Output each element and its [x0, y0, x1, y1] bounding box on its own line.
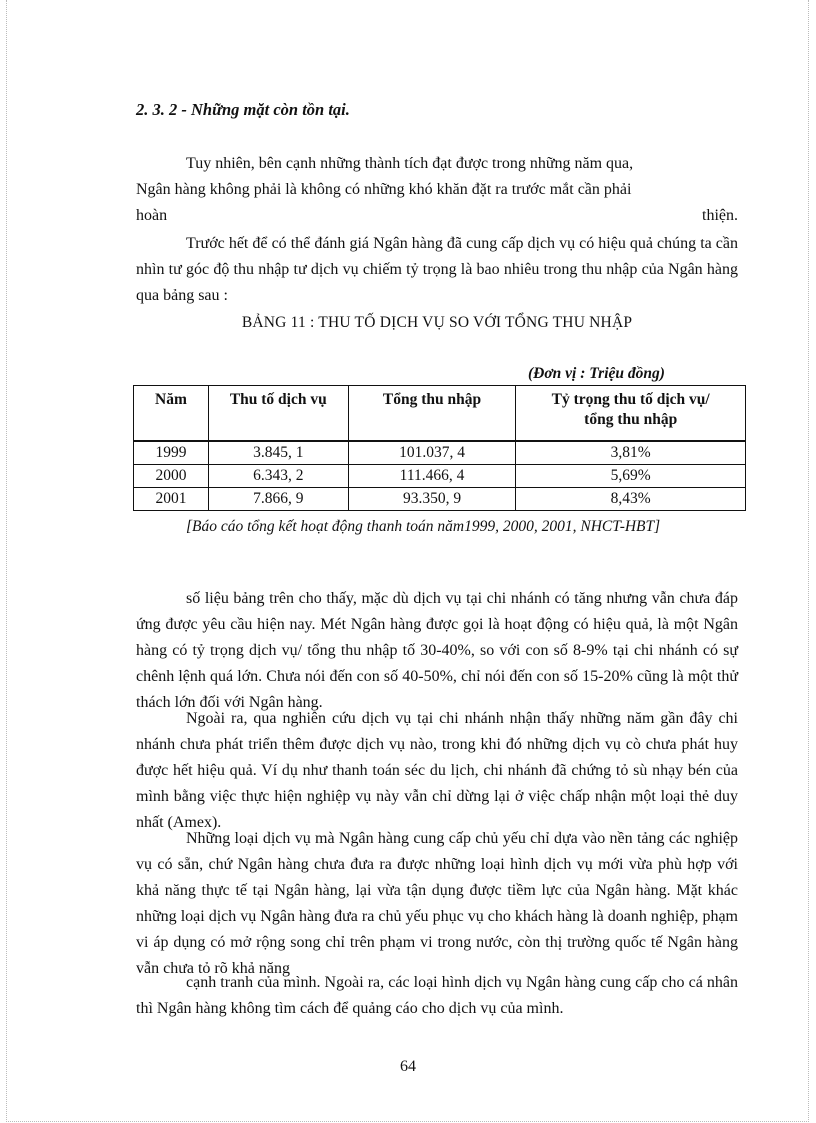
body-paragraph-2: Ngoài ra, qua nghiên cứu dịch vụ tại chi nhánh nhận thấy những năm gần đây chi nhánh chưa phát triển thêm được dịch vụ nào, trong khi đó những dịch vụ cò chưa phát huy được hết hiệu quả. Ví dụ như thanh toán séc du lịch, chi nhánh đã chứng tỏ sù nhạy bén của mình bằng việc thực hiện nghiệp vụ này vẫn chỉ dừng lại ở việc chấp nhận một loại thẻ duy nhất (Amex).: [136, 710, 738, 831]
intro-paragraph-1: [136, 151, 738, 229]
table-unit: (Đơn vị : Triệu đồng): [528, 365, 665, 382]
intro-line-3-left: hoàn: [136, 207, 168, 224]
cell-year: 2001: [134, 488, 209, 511]
intro-line-3: [136, 203, 738, 229]
body-paragraph-1: số liệu bảng trên cho thấy, mặc dù dịch vụ tại chi nhánh có tăng nhưng vẫn chưa đáp ứng được yêu cầu hiện nay. Mét Ngân hàng được gọi là hoạt động có hiệu quả, là một Ngân hàng có tỷ trọng dịch vụ/ tổng thu nhập tố 30-40%, so với con số 8-9% tại chi nhánh có sự chênh lệnh quá lớn. Chưa nói đến con số 40-50%, chỉ nói đến con số 15-20% cũng là một thử thách lớn đối với Ngân hàng.: [136, 590, 738, 711]
table-source-citation: [Báo cáo tổng kết hoạt động thanh toán năm1999, 2000, 2001, NHCT-HBT]: [186, 518, 661, 535]
cell-share: 8,43%: [516, 488, 746, 511]
intro-line-1: Tuy nhiên, bên cạnh những thành tích đạt được trong những năm qua,: [186, 155, 634, 172]
header-share: [516, 386, 746, 442]
section-heading: 2. 3. 2 - Những mặt còn tồn tại.: [136, 100, 350, 119]
header-year: Năm: [134, 386, 209, 442]
header-service-income: Thu tố dịch vụ: [208, 386, 348, 442]
header-share-line-1: Tỷ trọng thu tố dịch vụ/: [551, 391, 710, 408]
income-table: [133, 385, 746, 511]
intro-line-3-right: thiện.: [702, 207, 738, 224]
cell-share: 3,81%: [516, 441, 746, 465]
cell-year: 2000: [134, 465, 209, 488]
table-header-row: [134, 386, 746, 442]
cell-total-income: 101.037, 4: [348, 441, 516, 465]
cell-total-income: 93.350, 9: [348, 488, 516, 511]
cell-service-income: 3.845, 1: [208, 441, 348, 465]
intro-paragraph-2: Trước hết để có thể đánh giá Ngân hàng đã cung cấp dịch vụ có hiệu quả chúng ta cần nhìn tư góc độ thu nhập tư dịch vụ chiếm tỷ trọng là bao nhiêu trong thu nhập của Ngân hàng qua bảng sau :: [136, 235, 738, 304]
table-title: BẢNG 11 : THU TỐ DỊCH VỤ SO VỚI TỔNG THU NHẬP: [241, 314, 633, 331]
body-paragraph-4: cạnh tranh của mình. Ngoài ra, các loại hình dịch vụ Ngân hàng cung cấp cho cá nhân thì Ngân hàng không tìm cách để quảng cáo cho dịch vụ của mình.: [136, 974, 738, 1017]
cell-share: 5,69%: [516, 465, 746, 488]
table-row: [134, 465, 746, 488]
header-total-income: Tổng thu nhập: [348, 386, 516, 442]
cell-year: 1999: [134, 441, 209, 465]
intro-line-2: Ngân hàng không phải là không có những khó khăn đặt ra trước mắt cần phải: [136, 181, 632, 198]
body-paragraph-3: Những loại dịch vụ mà Ngân hàng cung cấp chủ yếu chỉ dựa vào nền tảng các nghiệp vụ có sẵn, chứ Ngân hàng chưa đưa ra được những loại hình dịch vụ mới vừa phù hợp với khả năng thực tế tại Ngân hàng, lại vừa tận dụng được tiềm lực của Ngân hàng. Mặt khác những loại dịch vụ Ngân hàng đưa ra chủ yếu phục vụ cho khách hàng là doanh nghiệp, phạm vi áp dụng có mở rộng song chỉ trên phạm vi trong nước, còn thị trường quốc tế Ngân hàng vẫn chưa tỏ rõ khả năng: [136, 830, 738, 977]
page-number: 64: [400, 1058, 416, 1075]
cell-total-income: 111.466, 4: [348, 465, 516, 488]
cell-service-income: 6.343, 2: [208, 465, 348, 488]
header-share-line-2: tổng thu nhập: [584, 411, 678, 428]
table-row: [134, 488, 746, 511]
table-row: [134, 441, 746, 465]
cell-service-income: 7.866, 9: [208, 488, 348, 511]
